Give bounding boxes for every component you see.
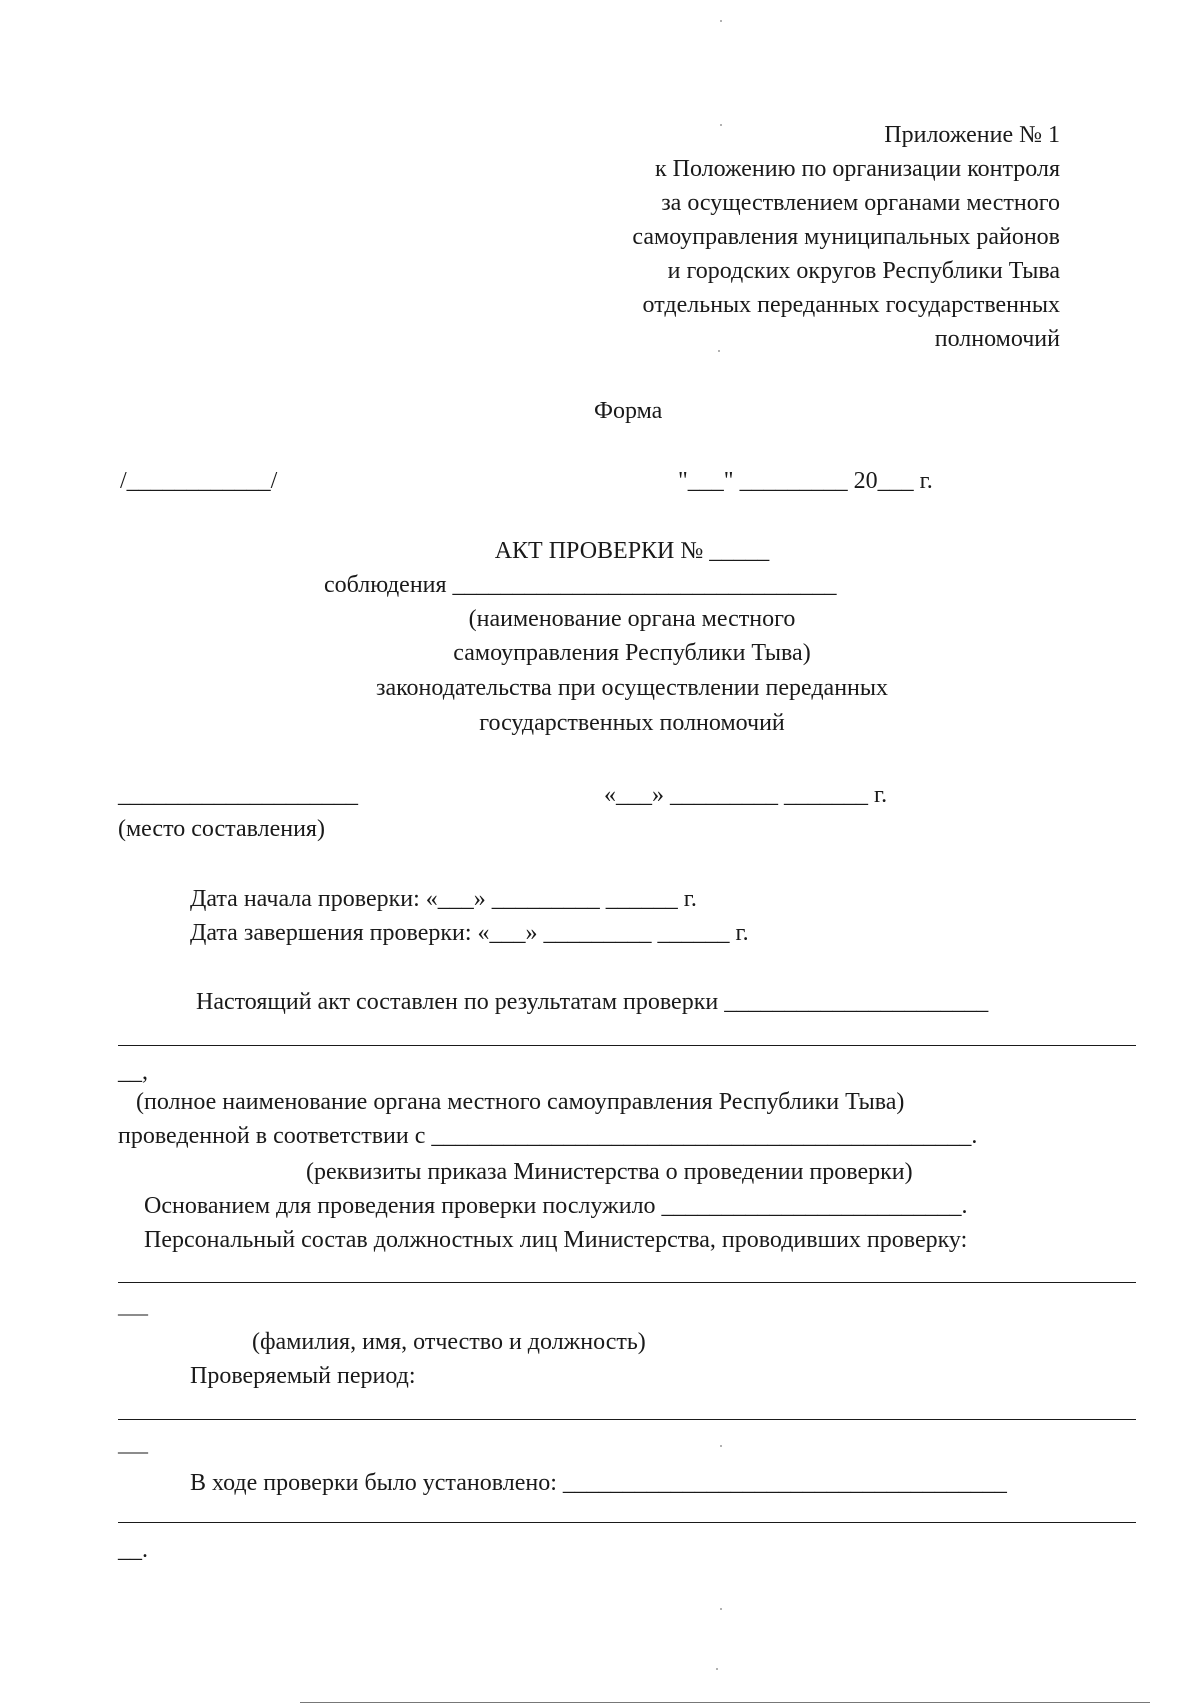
scan-speck [720,1445,722,1447]
staff-line: Персональный состав должностных лиц Министерства, проводивших проверку: [144,1227,968,1253]
conducted-line: проведенной в соответствии с _____________________________________________. [118,1123,978,1149]
legislation-line: государственных полномочий [479,710,785,736]
appendix-line: к Положению по организации контроля [654,156,1060,182]
appendix-line: и городских округов Республики Тыва [667,258,1060,284]
fill-line [118,1045,1136,1046]
start-date-line: Дата начала проверки: «___» _________ ______ г. [190,886,697,912]
end-date-line: Дата завершения проверки: «___» _________ ______ г. [190,920,749,946]
act-title: АКТ ПРОВЕРКИ № _____ [494,538,770,564]
scan-speck [720,20,722,22]
top-left-slot: /____________/ [120,468,278,494]
legislation-line: законодательства при осуществлении переданных [375,675,888,701]
scan-speck [720,1608,722,1610]
fill-line [118,1419,1136,1420]
place-date: «___» _________ _______ г. [604,782,888,808]
place-hint: (место составления) [118,816,325,842]
organ-full-hint: (полное наименование органа местного самоуправления Республики Тыва) [136,1089,905,1115]
staff-tail: ___ [118,1296,148,1318]
appendix-line: за осуществлением органами местного [661,190,1060,216]
organ-hint: (наименование органа местного [468,606,796,632]
appendix-line: отдельных переданных государственных [642,292,1060,318]
appendix-line: самоуправления муниципальных районов [632,224,1060,250]
basis-line: Основанием для проведения проверки послужило _________________________. [144,1193,968,1219]
staff-hint: (фамилия, имя, отчество и должность) [252,1329,646,1355]
order-hint: (реквизиты приказа Министерства о проведении проверки) [306,1159,913,1185]
place-blank: ____________________ [118,782,358,808]
period-tail: ___ [118,1434,148,1456]
established-tail: __. [118,1537,148,1563]
scan-edge-line [300,1702,1150,1703]
organ-hint: самоуправления Республики Тыва) [453,640,811,666]
fill-line [118,1282,1136,1283]
appendix-line: Приложение № 1 [884,122,1060,148]
compliance-line: соблюдения ________________________________ [324,572,837,598]
fill-line [118,1522,1136,1523]
scan-speck [716,1668,718,1670]
results-line: Настоящий акт составлен по результатам проверки ______________________ [196,989,989,1015]
appendix-line: полномочий [934,326,1060,352]
top-date: "___" _________ 20___ г. [678,468,933,494]
results-tail: __, [118,1059,148,1085]
scan-speck [720,124,722,126]
form-label: Форма [594,398,663,424]
established-line: В ходе проверки было установлено: _____________________________________ [190,1470,1007,1496]
scan-speck [718,350,720,352]
period-label: Проверяемый период: [190,1363,416,1389]
